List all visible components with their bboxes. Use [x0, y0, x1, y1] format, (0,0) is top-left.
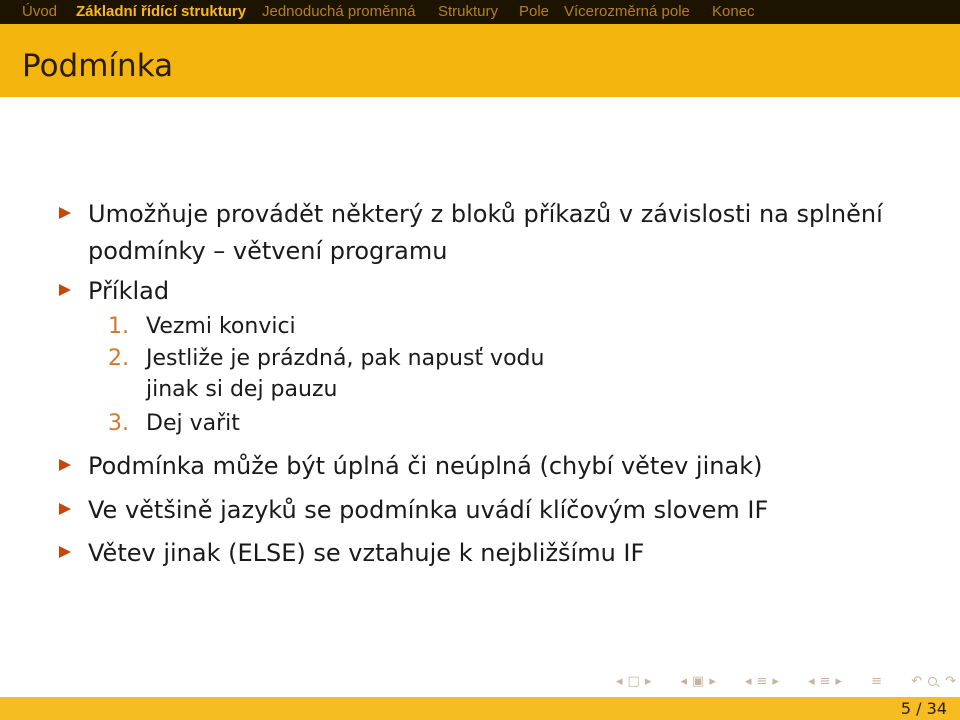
nav-symbol-group	[616, 675, 651, 689]
section-prev-icon[interactable]	[808, 675, 815, 689]
subsection-icon[interactable]	[757, 675, 768, 689]
navigation-symbols	[616, 674, 956, 690]
search-icon[interactable]	[928, 677, 937, 686]
enumerate-item	[0, 413, 960, 437]
bullet-triangle-icon	[59, 546, 71, 558]
bullet-item	[0, 541, 960, 571]
enumerate-item	[0, 316, 960, 340]
nav-symbol-group	[911, 675, 956, 689]
slide-next-icon[interactable]	[645, 675, 652, 689]
back-icon[interactable]	[911, 675, 922, 689]
subsection-prev-icon[interactable]	[745, 675, 752, 689]
frame-number: 5 / 34	[900, 699, 947, 718]
nav-section-zakladni-ridici-struktury[interactable]: Základní řídící struktury	[76, 3, 247, 20]
bullet-text: Větev jinak (ELSE) se vztahuje k nejbližšímu IF	[88, 539, 645, 567]
bullet-item	[0, 277, 960, 436]
nav-section-konec[interactable]: Konec	[712, 3, 755, 20]
section-next-icon[interactable]	[836, 675, 843, 689]
nav-section-struktury[interactable]: Struktury	[438, 3, 499, 20]
document-icon[interactable]	[871, 675, 882, 689]
enumerate-text: Jestliže je prázdná, pak napusť vodu	[146, 346, 545, 371]
enumerate-text: Dej vařit	[146, 411, 240, 436]
forward-icon[interactable]	[945, 675, 956, 689]
bullet-triangle-icon	[59, 503, 71, 515]
slide-prev-icon[interactable]	[616, 675, 623, 689]
nav-section-jednoducha-promenna[interactable]: Jednoduchá proměnná	[262, 3, 416, 20]
enumerate-text: Vezmi konvici	[146, 314, 296, 339]
nav-section-pole[interactable]: Pole	[519, 3, 550, 20]
nav-symbol-group	[680, 675, 715, 689]
enumerate-number: 3.	[108, 411, 129, 436]
section-icon[interactable]	[820, 675, 831, 689]
bullet-text-continuation: podmínky – větvení programu	[88, 237, 448, 265]
nav-section-vicerozmerna-pole[interactable]: Vícerozměrná pole	[564, 3, 690, 20]
nav-section-uvod[interactable]: Úvod	[22, 3, 58, 20]
bullet-text: Umožňuje provádět některý z bloků příkazů v závislosti na splnění	[88, 200, 883, 228]
frame-next-icon[interactable]	[709, 675, 716, 689]
nav-symbol-group	[745, 675, 779, 689]
frame-prev-icon[interactable]	[680, 675, 687, 689]
subsection-next-icon[interactable]	[772, 675, 779, 689]
bullet-text: Příklad	[88, 277, 170, 305]
enumerate-number: 2.	[108, 346, 129, 371]
bullet-text: Ve většině jazyků se podmínka uvádí klíčovým slovem IF	[88, 496, 769, 524]
nav-symbol-group	[808, 675, 842, 689]
slide-icon[interactable]	[628, 675, 640, 689]
frame-icon[interactable]	[692, 675, 704, 689]
enumerate-item	[0, 346, 960, 402]
bullet-item	[0, 498, 960, 528]
frame-title: Podmínka	[22, 48, 174, 84]
nav-symbol-group	[871, 675, 882, 689]
bullet-item	[0, 200, 960, 265]
bullet-text: Podmínka může být úplná či neúplná (chybí větev jinak)	[88, 452, 763, 480]
bullet-item	[0, 454, 960, 484]
enumerate-number: 1.	[108, 314, 129, 339]
bullet-triangle-icon	[59, 207, 71, 219]
enumerate-text-continuation: jinak si dej pauzu	[146, 377, 338, 402]
footline	[0, 697, 960, 720]
bullet-triangle-icon	[59, 284, 71, 296]
bullet-triangle-icon	[59, 459, 71, 471]
